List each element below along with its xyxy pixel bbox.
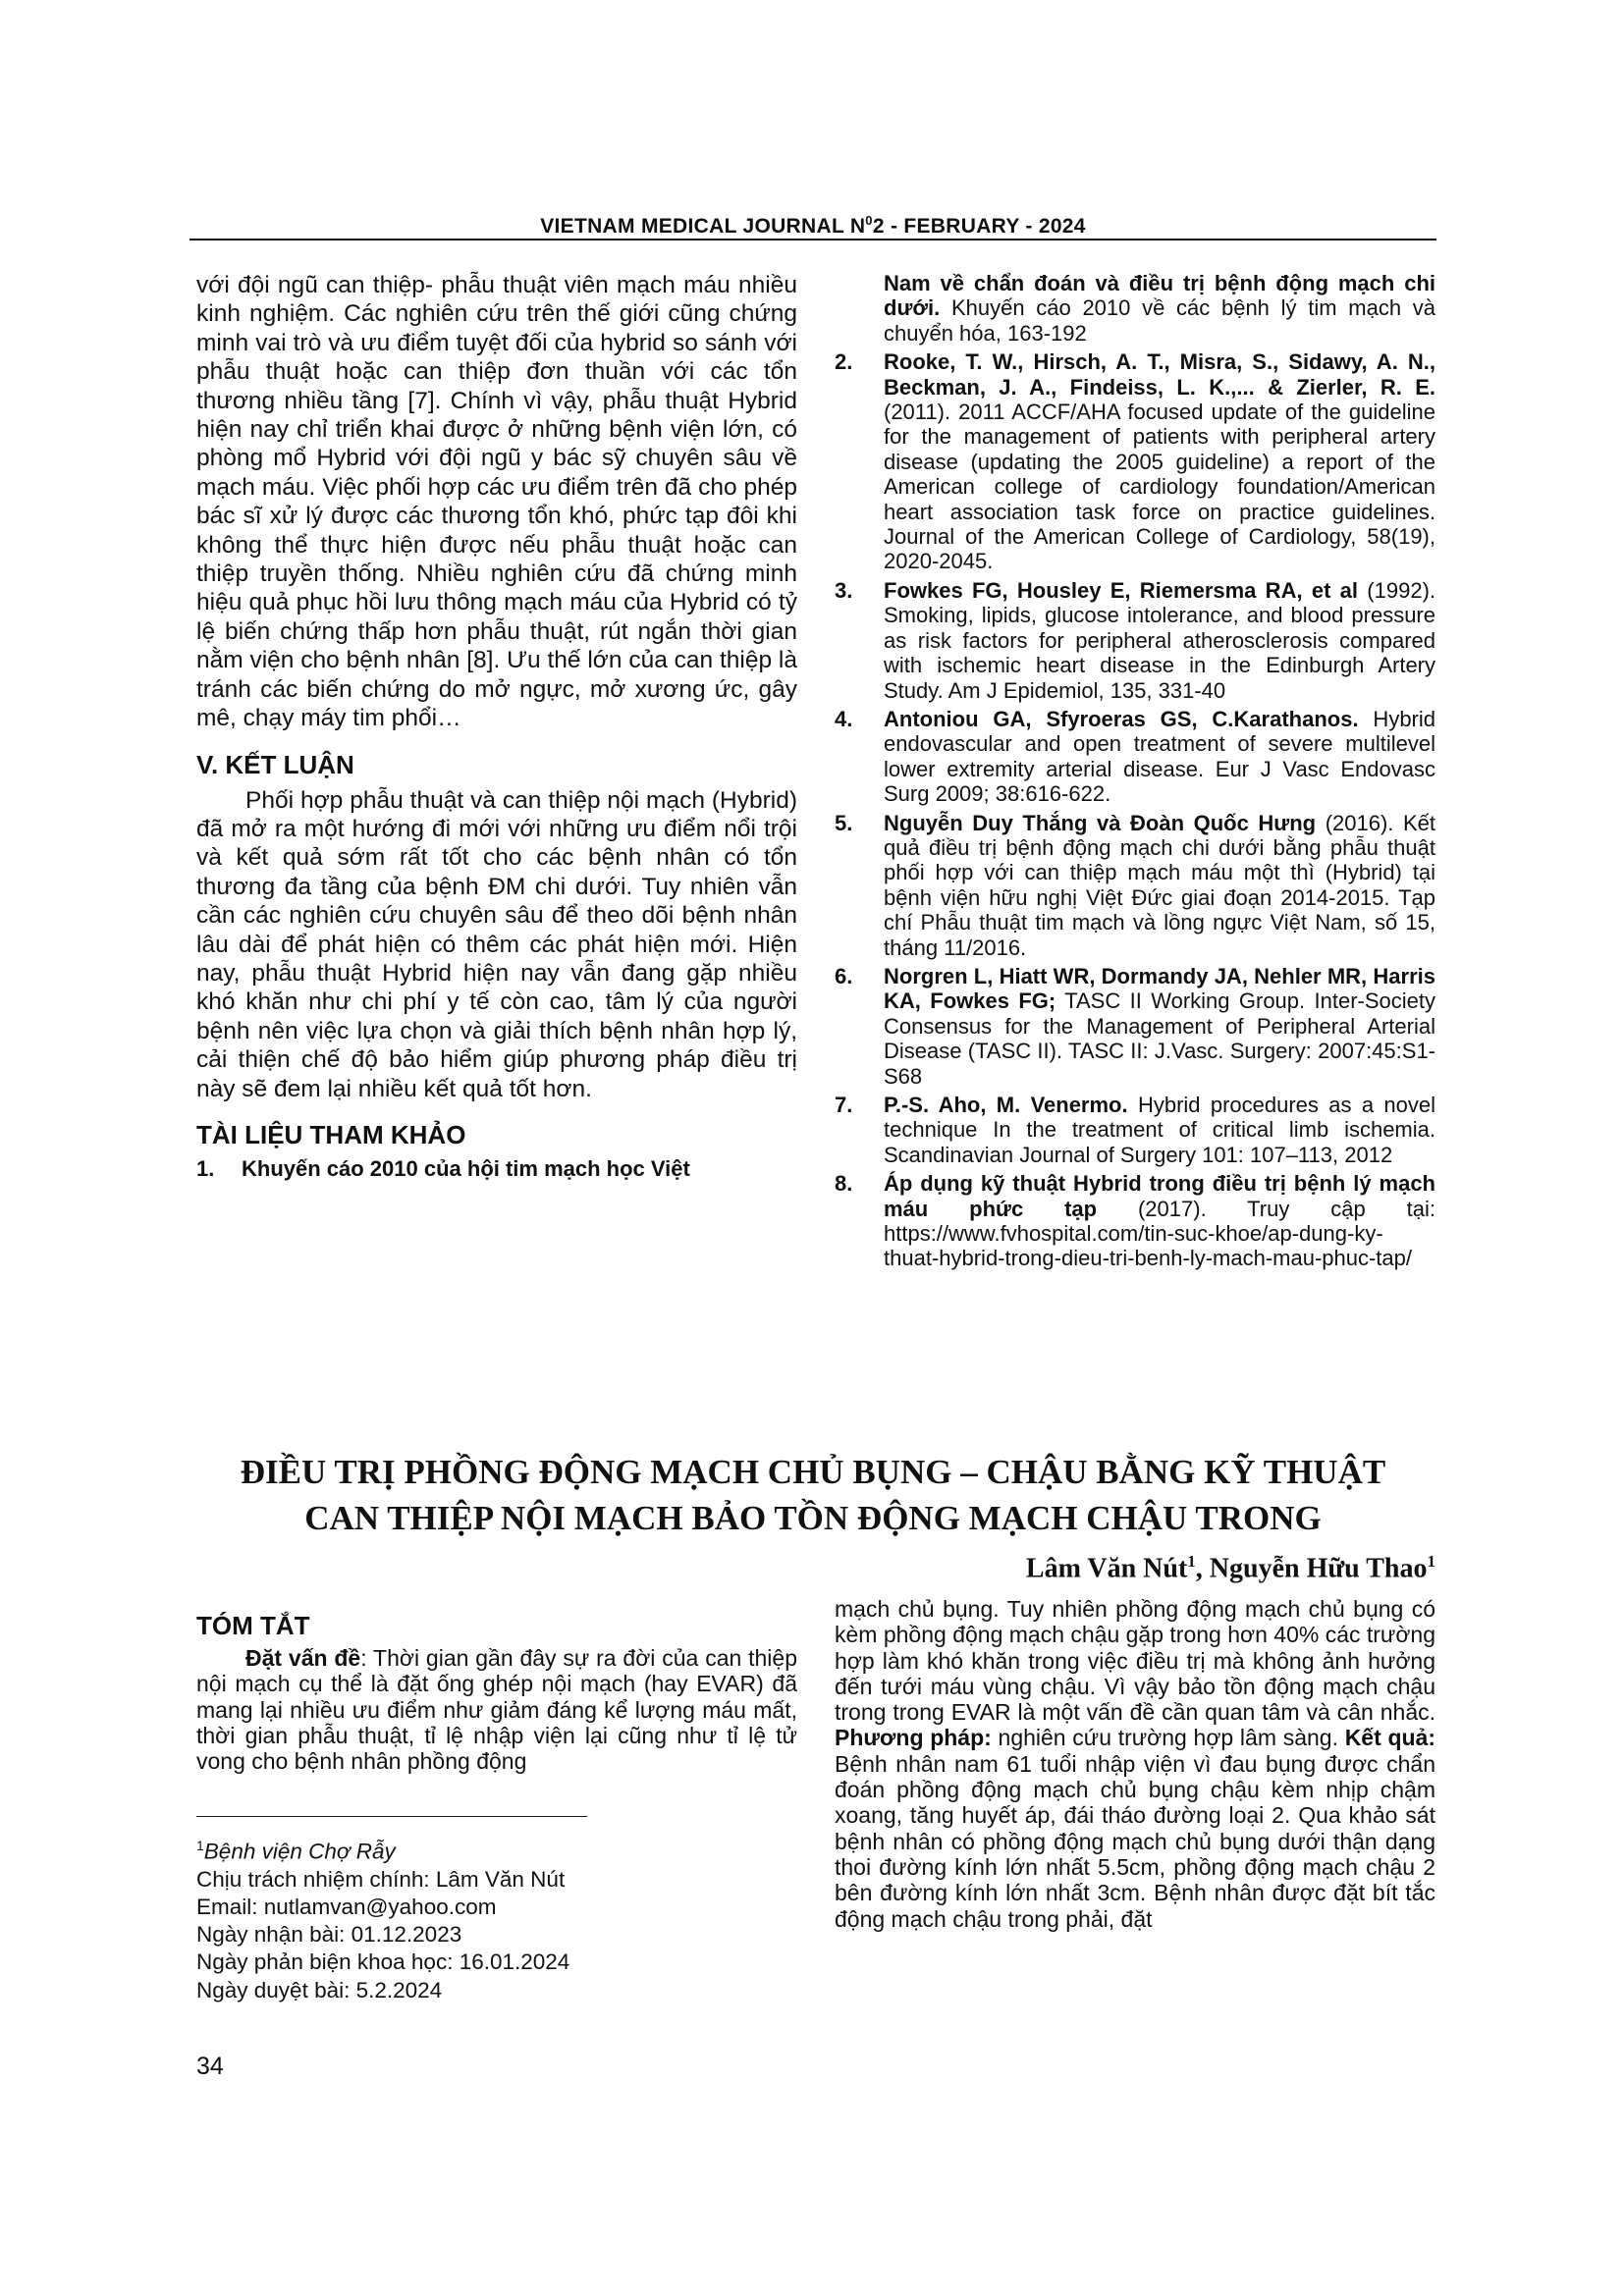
reference-authors: Fowkes FG, Housley E, Riemersma RA, et al bbox=[884, 577, 1359, 603]
author-2: Nguyễn Hữu Thao bbox=[1209, 1553, 1428, 1584]
reference-authors: Rooke, T. W., Hirsch, A. T., Misra, S., Sidawy, A. N., Beckman, J. A., Findeiss, L. K.,... & Zierler, R. E. bbox=[884, 349, 1435, 400]
abstract-paragraph-start bbox=[196, 1645, 797, 1774]
reference-1-title-end: Nam về chẩn đoán và điều trị bệnh động mạch chi dưới. bbox=[884, 271, 1435, 321]
reference-1-source: Khuyến cáo 2010 về các bệnh lý tim mạch và chuyển hóa, 163-192 bbox=[884, 295, 1435, 346]
upper-right-column bbox=[835, 271, 1435, 1275]
reference-details: TASC II Working Group. Inter-Society Consensus for the Management of Peripheral Arterial Disease (TASC II). TASC II: J.Vasc. Surgery: 2007:45:S1-S68 bbox=[884, 988, 1436, 1089]
affiliation-name: Bệnh viện Chợ Rẫy bbox=[203, 1839, 396, 1864]
abstract-label-background: Đặt vấn đề bbox=[245, 1645, 361, 1671]
running-header bbox=[189, 213, 1436, 239]
reference-details: (1992). Smoking, lipids, glucose intolerance, and blood pressure as risk factors for peripheral atherosclerosis compared with ischemic heart disease in the Edinburgh Artery Study. Am J Epidemiol, 135, 331-40 bbox=[884, 577, 1436, 703]
abstract-paragraph-continued bbox=[835, 1596, 1435, 1932]
reference-item bbox=[835, 1171, 1435, 1271]
affiliation-mark: 1 bbox=[196, 1838, 204, 1853]
author-2-affiliation-mark: 1 bbox=[1427, 1552, 1435, 1571]
reference-authors: Áp dụng kỹ thuật Hybrid trong điều trị bệnh lý mạch máu phức tạp bbox=[884, 1171, 1435, 1221]
references-heading: TÀI LIỆU THAM KHẢO bbox=[196, 1119, 466, 1149]
reference-number: 5. bbox=[835, 810, 853, 835]
reference-authors: Norgren L, Hiatt WR, Dormandy JA, Nehler MR, Harris KA, Fowkes FG; bbox=[884, 963, 1435, 1014]
journal-suffix: 2 - FEBRUARY - 2024 bbox=[872, 215, 1086, 238]
reference-number: 7. bbox=[835, 1093, 853, 1117]
page-number: 34 bbox=[196, 2053, 224, 2080]
reference-authors: P.-S. Aho, M. Venermo. bbox=[884, 1093, 1128, 1117]
reference-item bbox=[835, 578, 1435, 703]
abstract-background-text: : Thời gian gần đây sự ra đời của can thiệp nội mạch cụ thể là đặt ống ghép nội mạch (hay EVAR) đã mang lại nhiều ưu điểm như giảm đáng kể lượng máu mất, thời gian phẫu thuật, tỉ lệ nhập viện lại cũng như tỉ lệ tử vong cho bệnh nhân phồng động bbox=[196, 1645, 797, 1775]
reference-details: (2017). Truy cập tại: https://www.fvhospital.com/tin-suc-khoe/ap-dung-ky-thuat-hybrid-trong-dieu-tri-benh-ly-mach-mau-phuc-tap/ bbox=[884, 1196, 1435, 1271]
author-1: Lâm Văn Nút bbox=[1025, 1553, 1188, 1584]
reference-details: (2011). 2011 ACCF/AHA focused update of the guideline for the management of patients with peripheral artery disease (updating the 2005 guideline) a report of the American college of cardiology foundation/American heart association task force on practice guidelines. Journal of the American College of Cardiology, 58(19), 2020-2045. bbox=[884, 400, 1435, 574]
reference-list bbox=[835, 349, 1435, 1271]
affiliation-footnote bbox=[196, 1832, 797, 1866]
conclusion-paragraph: Phối hợp phẫu thuật và can thiệp nội mạch (Hybrid) đã mở ra một hướng đi mới với những ưu điểm nổi trội và kết quả sớm rất tốt cho các bệnh nhân có tổn thương đa tầng của bệnh ĐM chi dưới. Tuy nhiên vẫn cần các nghiên cứu chuyên sâu để theo dõi bệnh nhân lâu dài để phát hiện có thêm các phát hiện mới. Hiện nay, phẫu thuật Hybrid hiện nay vẫn đang gặp nhiều khó khăn như chi phí y tế còn cao, tâm lý của người bệnh nên việc lựa chọn và giải thích bệnh nhân hợp lý, cải thiện chế độ bảo hiểm giúp phương pháp điều trị này sẽ đem lại nhiều kết quả tốt hơn. bbox=[196, 786, 797, 1102]
corresponding-author: Chịu trách nhiệm chính: Lâm Văn Nút bbox=[196, 1866, 566, 1892]
abstract-continued-text: mạch chủ bụng. Tuy nhiên phồng động mạch chủ bụng có kèm phồng động mạch chậu gặp trong hơn 40% các trường hợp làm khó khăn trong việc điều trị mà không ảnh hưởng đến tưới máu vùng chậu. Vì vậy bảo tồn động mạch chậu trong trong EVAR là một vấn đề cần quan tâm và cân nhắc. bbox=[835, 1596, 1435, 1726]
received-date: Ngày nhận bài: 01.12.2023 bbox=[196, 1922, 462, 1948]
article-title bbox=[189, 1449, 1436, 1541]
reference-1-start bbox=[196, 1156, 797, 1181]
reference-item bbox=[835, 1093, 1435, 1167]
reference-details: Hybrid procedures as a novel technique In the treatment of critical limb ischemia. Scandinavian Journal of Surgery 101: 107–113, 2012 bbox=[884, 1093, 1435, 1167]
article-title-line-2: CAN THIỆP NỘI MẠCH BẢO TỒN ĐỘNG MẠCH CHẬU TRONG bbox=[304, 1499, 1322, 1537]
journal-prefix: VIETNAM MEDICAL JOURNAL N bbox=[540, 215, 866, 238]
reference-number: 6. bbox=[835, 963, 853, 988]
reference-1-continued bbox=[835, 271, 1435, 346]
reference-number: 3. bbox=[835, 577, 853, 603]
author-separator: , bbox=[1195, 1553, 1210, 1584]
reference-authors: Nguyễn Duy Thắng và Đoàn Quốc Hưng bbox=[884, 810, 1317, 835]
reference-details: (2016). Kết quả điều trị bệnh động mạch chi dưới bằng phẫu thuật phối hợp với can thiệp mạch máu một thì (Hybrid) tại bệnh viện hữu nghị Việt Đức giai đoạn 2014-2015. Tạp chí Phẫu thuật tim mạch và lồng ngực Việt Nam, số 15, tháng 11/2016. bbox=[884, 810, 1435, 960]
author-line bbox=[1026, 1552, 1435, 1584]
reference-number: 2. bbox=[835, 349, 853, 375]
contact-email: Email: nutlamvan@yahoo.com bbox=[196, 1894, 497, 1919]
footnotes bbox=[196, 1832, 797, 2004]
footnote-rule bbox=[196, 1816, 587, 1817]
issue-superscript: 0 bbox=[865, 213, 873, 228]
reference-1-title-start: Khuyến cáo 2010 của hội tim mạch học Việt bbox=[242, 1155, 690, 1181]
author-1-affiliation-mark: 1 bbox=[1187, 1552, 1196, 1571]
reference-1-number: 1. bbox=[196, 1155, 215, 1181]
abstract-heading: TÓM TẮT bbox=[196, 1611, 310, 1640]
abstract-label-methods: Phương pháp: bbox=[835, 1725, 992, 1751]
reference-item bbox=[835, 349, 1435, 574]
abstract-right-column bbox=[835, 1596, 1435, 1932]
review-date: Ngày phản biện khoa học: 16.01.2024 bbox=[196, 1949, 570, 1975]
abstract-methods-text: nghiên cứu trường hợp lâm sàng. bbox=[991, 1725, 1345, 1751]
reference-number: 8. bbox=[835, 1171, 853, 1197]
reference-item bbox=[835, 964, 1435, 1089]
upper-left-column bbox=[196, 271, 797, 1181]
abstract-label-results: Kết quả: bbox=[1344, 1725, 1436, 1751]
article-title-line-1: ĐIỀU TRỊ PHỒNG ĐỘNG MẠCH CHỦ BỤNG – CHẬU BẰNG KỸ THUẬT bbox=[240, 1453, 1386, 1491]
abstract-left-column bbox=[196, 1610, 797, 1774]
reference-item bbox=[835, 707, 1435, 807]
accepted-date: Ngày duyệt bài: 5.2.2024 bbox=[196, 1977, 443, 2002]
discussion-paragraph: với đội ngũ can thiệp- phẫu thuật viên mạch máu nhiều kinh nghiệm. Các nghiên cứu trên thế giới cũng chứng minh vai trò và ưu điểm tuyệt đối của hybrid so sánh với phẫu thuật hoặc can thiệp đơn thuần với các tổn thương nhiều tầng [7]. Chính vì vậy, phẫu thuật Hybrid hiện nay chỉ triển khai được ở những bệnh viện lớn, có phòng mổ Hybrid với đội ngũ y bác sỹ chuyên sâu về mạch máu. Việc phối hợp các ưu điểm trên đã cho phép bác sĩ xử lý được các thương tổn khó, phức tạp đôi khi không thể thực hiện được nếu phẫu thuật hoặc can thiệp truyền thống. Nhiều nghiên cứu đã chứng minh hiệu quả phục hồi lưu thông mạch máu của Hybrid có tỷ lệ biến chứng thấp hơn phẫu thuật, rút ngắn thời gian nằm viện cho bệnh nhân [8]. Ưu thế lớn của can thiệp là tránh các biến chứng do mở ngực, mở xương ức, gây mê, chạy máy tim phổi… bbox=[196, 272, 797, 732]
reference-authors: Antoniou GA, Sfyroeras GS, C.Karathanos. bbox=[884, 706, 1359, 731]
abstract-results-text: Bệnh nhân nam 61 tuổi nhập viện vì đau bụng được chẩn đoán phồng động mạch chủ bụng chậu kèm nhịp chậm xoang, tăng huyết áp, đái tháo đường loại 2. Qua khảo sát bệnh nhân có phồng động mạch chủ bụng dưới thận dạng thoi đường kính lớn nhất 5.5cm, phồng động mạch chậu 2 bên đường kính lớn nhất 3cm. Bệnh nhân được đặt bít tắc động mạch chậu trong phải, đặt bbox=[835, 1750, 1435, 1932]
reference-item bbox=[835, 811, 1435, 960]
reference-details: Hybrid endovascular and open treatment of severe multilevel lower extremity arterial disease. Eur J Vasc Endovasc Surg 2009; 38:616-622. bbox=[884, 706, 1435, 807]
reference-number: 4. bbox=[835, 706, 853, 731]
header-rule bbox=[189, 239, 1436, 240]
conclusion-heading: V. KẾT LUẬN bbox=[196, 749, 354, 779]
